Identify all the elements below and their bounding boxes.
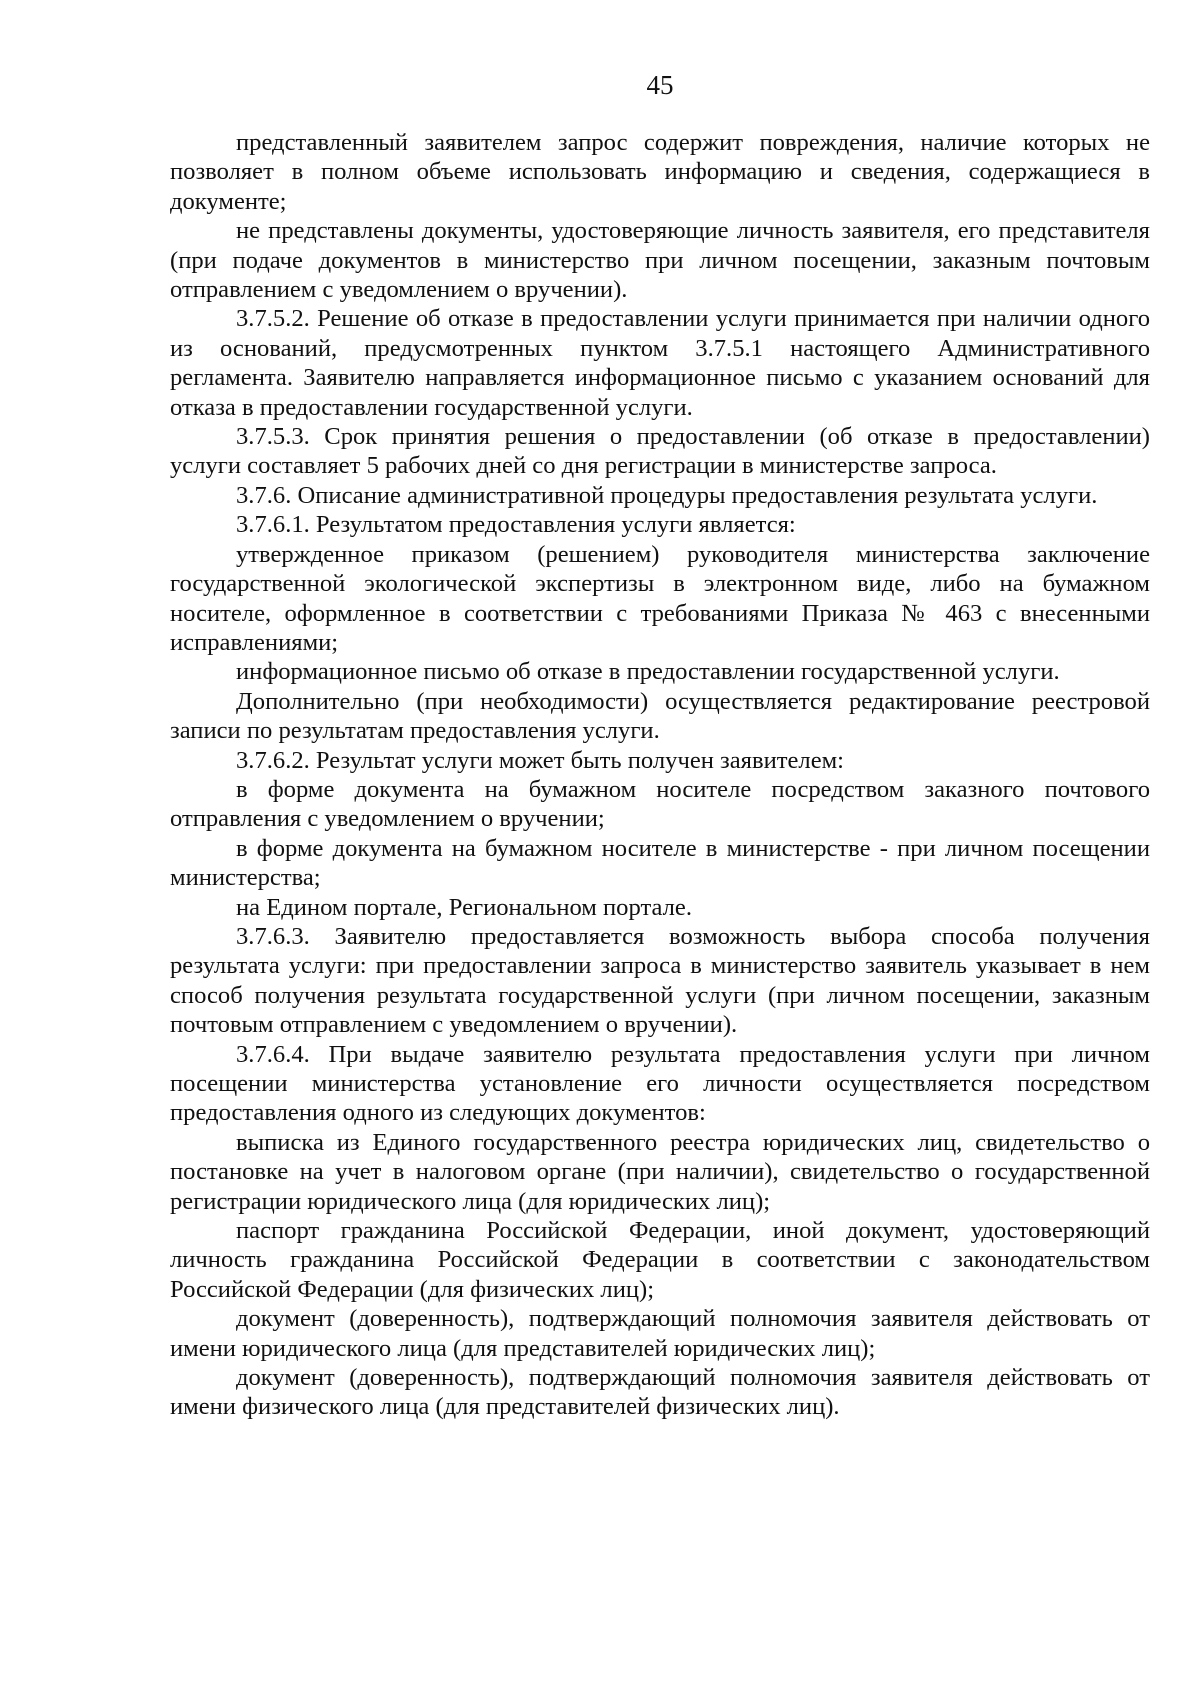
paragraph: 3.7.6.3. Заявителю предоставляется возможность выбора способа получения результата услуги: при предоставлении запроса в министерство заявитель указывает в нем способ получения результата государственной услуги (при личном посещении, заказным почтовым отправлением с уведомлением о вручении). <box>170 922 1150 1039</box>
paragraph: на Едином портале, Региональном портале. <box>236 893 692 921</box>
paragraph: документ (доверенность), подтверждающий полномочия заявителя действовать от имени физического лица (для представителей физических лиц). <box>170 1364 1150 1421</box>
paragraph: Дополнительно (при необходимости) осуществляется редактирование реестровой записи по результатам предоставления услуги. <box>170 687 1150 745</box>
paragraph: паспорт гражданина Российской Федерации, иной документ, удостоверяющий личность гражданина Российской Федерации в соответствии с законодательством Российской Федерации (для физических лиц); <box>170 1217 1150 1303</box>
document-body <box>170 128 1150 1422</box>
paragraph: 3.7.6.4. При выдаче заявителю результата предоставления услуги при личном посещении министерства установление его личности осуществляется посредством предоставления одного из следующих документов: <box>170 1040 1150 1127</box>
paragraph: представленный заявителем запрос содержит повреждения, наличие которых не позволяет в полном объеме использовать информацию и сведения, содержащиеся в документе; <box>170 129 1150 215</box>
paragraph: выписка из Единого государственного реестра юридических лиц, свидетельство о постановке на учет в налоговом органе (при наличии), свидетельство о государственной регистрации юридического лица (для юридических лиц); <box>170 1128 1150 1215</box>
paragraph: документ (доверенность), подтверждающий полномочия заявителя действовать от имени юридического лица (для представителей юридических лиц); <box>170 1305 1150 1362</box>
paragraph: 3.7.6. Описание административной процедуры предоставления результата услуги. <box>236 481 1098 509</box>
paragraph: в форме документа на бумажном носителе посредством заказного почтового отправления с уведомлением о вручении; <box>170 775 1150 833</box>
paragraph: 3.7.5.3. Срок принятия решения о предоставлении (об отказе в предоставлении) услуги составляет 5 рабочих дней со дня регистрации в министерстве запроса. <box>170 423 1150 480</box>
paragraph: в форме документа на бумажном носителе в министерстве - при личном посещении министерства; <box>170 834 1150 892</box>
paragraph: 3.7.6.1. Результатом предоставления услуги является: <box>236 511 796 539</box>
paragraph: информационное письмо об отказе в предоставлении государственной услуги. <box>236 658 1060 686</box>
paragraph: не представлены документы, удостоверяющие личность заявителя, его представителя (при подаче документов в министерство при личном посещении, заказным почтовым отправлением с уведомлением о вручении). <box>170 217 1150 304</box>
paragraph: 3.7.5.2. Решение об отказе в предоставлении услуги принимается при наличии одного из оснований, предусмотренных пунктом 3.7.5.1 настоящего Административного регламента. Заявителю направляется информационное письмо с указанием оснований для отказа в предоставлении государственной услуги. <box>170 305 1150 421</box>
paragraph: 3.7.6.2. Результат услуги может быть получен заявителем: <box>236 746 845 774</box>
page-number: 45 <box>646 70 674 100</box>
paragraph: утвержденное приказом (решением) руководителя министерства заключение государственной экологической экспертизы в электронном виде, либо на бумажном носителе, оформленное в соответствии с требованиями Приказа № 463 с внесенными исправлениями; <box>170 540 1150 656</box>
